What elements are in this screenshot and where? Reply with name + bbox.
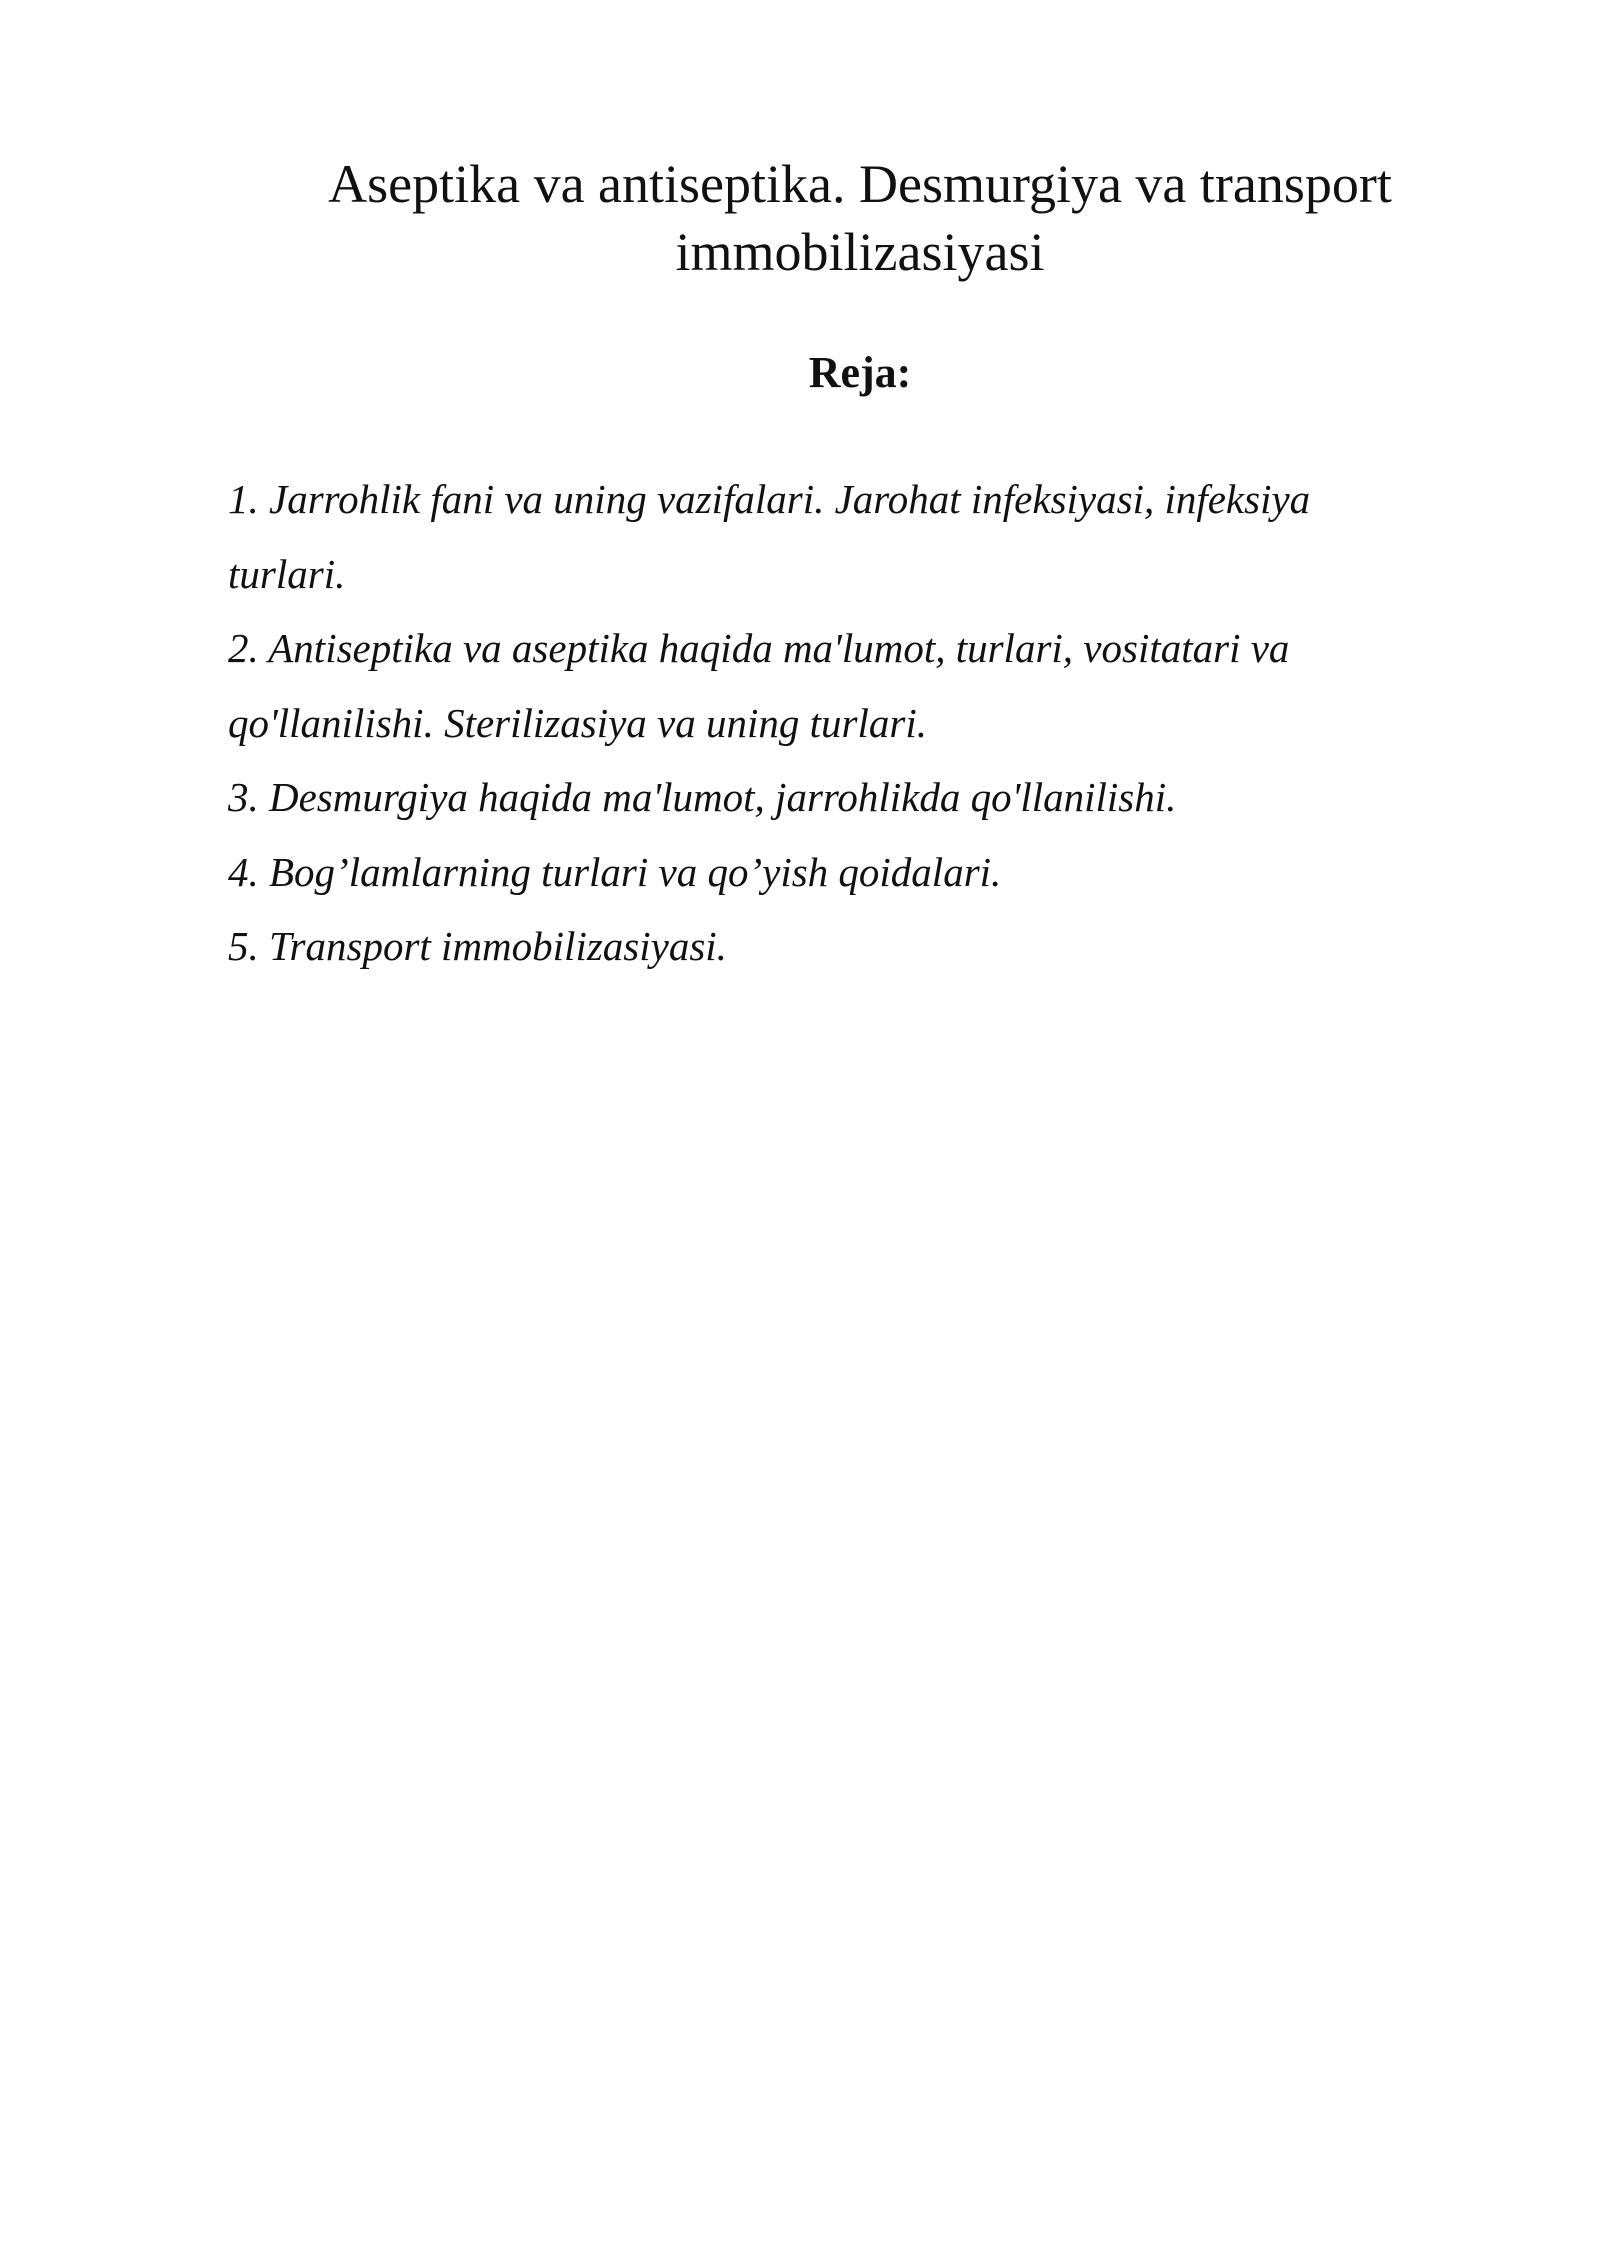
plan-heading: Reja:: [808, 348, 912, 397]
plan-item: 3. Desmurgiya haqida ma'lumot, jarrohlikda qo'llanilishi.: [228, 774, 1177, 820]
plan-item: 5. Transport immobilizasiyasi.: [228, 923, 727, 969]
plan-item: 4. Bog’lamlarning turlari va qo’yish qoidalari.: [228, 848, 1002, 895]
plan-item: 2. Antiseptika va aseptika haqida ma'lumot, turlari, vositatari va qo'llanilishi. Sterilizasiya va uning turlari.: [228, 625, 1290, 746]
document-title: Aseptika va antiseptika. Desmurgiya va transport immobilizasiyasi: [328, 154, 1392, 282]
plan-list: [228, 462, 1418, 984]
plan-item: 1. Jarrohlik fani va uning vazifalari. Jarohat infeksiyasi, infeksiya turlari.: [228, 476, 1311, 597]
